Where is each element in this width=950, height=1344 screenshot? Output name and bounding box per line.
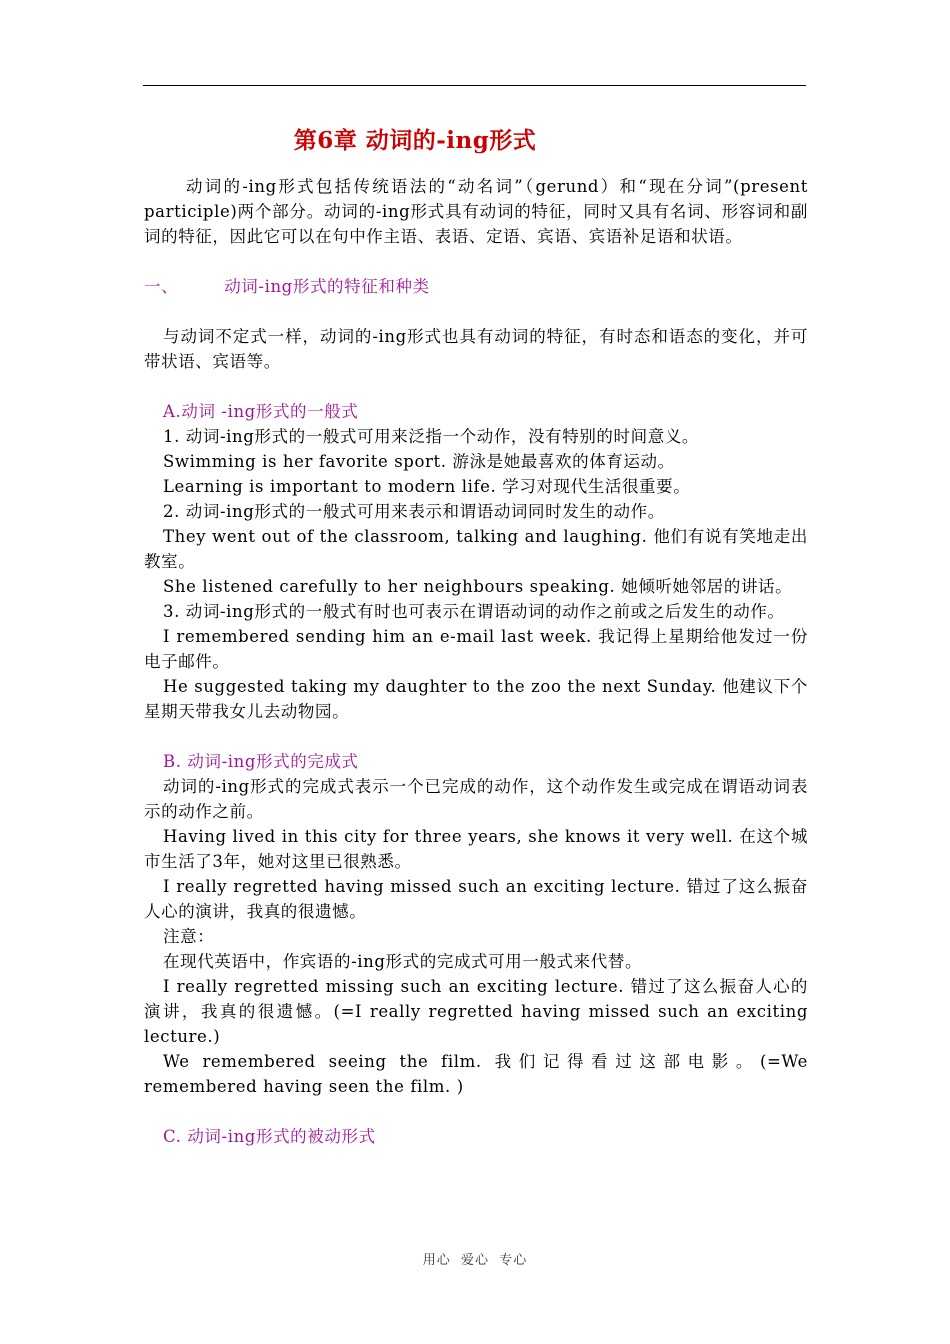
page-footer: 用心 爱心 专心 <box>422 1253 528 1268</box>
section-1-number: 一、 <box>144 277 179 296</box>
part-b-line: Having lived in this city for three years, she knows it very well. 在这个城市生活了3年，她对这里已很熟悉。 <box>144 827 808 871</box>
part-b-line: 在现代英语中，作宾语的-ing形式的完成式可用一般式来代替。 <box>163 952 643 971</box>
section-1-intro: 与动词不定式一样，动词的-ing形式也具有动词的特征，有时态和语态的变化，并可带状语、宾语等。 <box>144 327 808 371</box>
header-rule <box>143 85 806 86</box>
chapter-title: 第6章 动词的-ing形式 <box>293 127 537 154</box>
part-a-line: Learning is important to modern life. 学习对现代生活很重要。 <box>163 477 691 496</box>
part-a-line: 2. 动词-ing形式的一般式可用来表示和谓语动词同时发生的动作。 <box>163 502 665 521</box>
part-a-line: Swimming is her favorite sport. 游泳是她最喜欢的体育运动。 <box>163 452 675 471</box>
document-body <box>144 174 808 1149</box>
note-label: 注意： <box>163 927 215 946</box>
part-a-heading: A.动词 -ing形式的一般式 <box>163 402 359 421</box>
part-a-line: She listened carefully to her neighbours speaking. 她倾听她邻居的讲话。 <box>163 577 793 596</box>
part-b-heading: B. 动词-ing形式的完成式 <box>163 752 359 771</box>
part-b-line: I really regretted missing such an exciting lecture. 错过了这么振奋人心的演讲，我真的很遗憾。(=I really regretted having missed such an exciting lecture.) <box>144 977 808 1046</box>
part-a-line: 1. 动词-ing形式的一般式可用来泛指一个动作，没有特别的时间意义。 <box>163 427 700 446</box>
section-1-title: 动词-ing形式的特征和种类 <box>224 277 430 296</box>
intro-paragraph: 动词的-ing形式包括传统语法的“动名词”（gerund）和“现在分词”(present participle)两个部分。动词的-ing形式具有动词的特征，同时又具有名词、形容词和副词的特征，因此它可以在句中作主语、表语、定语、宾语、宾语补足语和状语。 <box>144 177 808 246</box>
section-1-heading <box>144 274 808 299</box>
part-a-line: He suggested taking my daughter to the zoo the next Sunday. 他建议下个星期天带我女儿去动物园。 <box>144 677 808 721</box>
part-c-heading: C. 动词-ing形式的被动形式 <box>163 1127 376 1146</box>
part-a-line: 3. 动词-ing形式的一般式有时也可表示在谓语动词的动作之前或之后发生的动作。 <box>163 602 785 621</box>
part-b-line: I really regretted having missed such an exciting lecture. 错过了这么振奋人心的演讲，我真的很遗憾。 <box>144 877 808 921</box>
part-a-line: I remembered sending him an e-mail last week. 我记得上星期给他发过一份电子邮件。 <box>144 627 808 671</box>
part-b-line: We remembered seeing the film. 我们记得看过这部电影。(=We remembered having seen the film. ) <box>144 1052 808 1096</box>
part-b-line: 动词的-ing形式的完成式表示一个已完成的动作，这个动作发生或完成在谓语动词表示的动作之前。 <box>144 777 808 821</box>
part-a-line: They went out of the classroom, talking and laughing. 他们有说有笑地走出教室。 <box>144 527 808 571</box>
